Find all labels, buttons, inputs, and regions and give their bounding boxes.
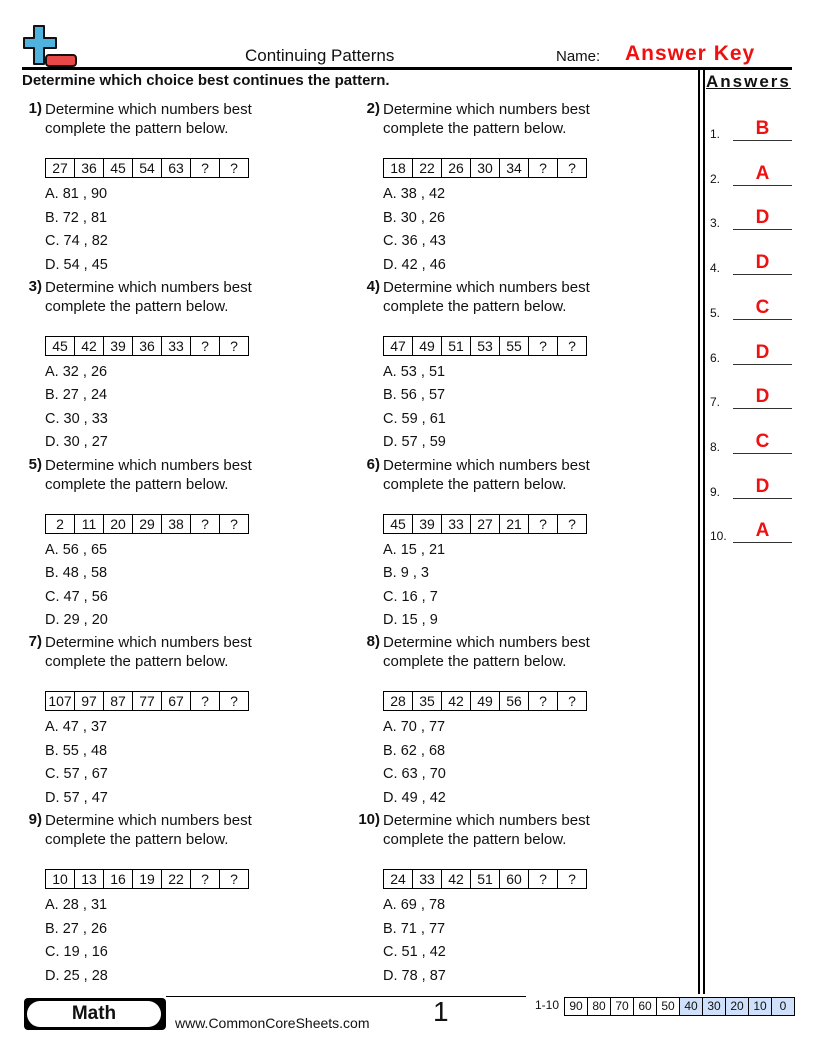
answer-choice: A. 69 , 78 xyxy=(383,897,446,914)
answer-row xyxy=(710,519,792,543)
answer-row xyxy=(710,385,792,409)
answer-choice: B. 55 , 48 xyxy=(45,742,108,759)
answer-letter: D xyxy=(755,252,770,274)
pattern-cell: ? xyxy=(568,693,576,710)
answer-number: 3. xyxy=(710,216,721,231)
pattern-cell: 39 xyxy=(104,337,133,355)
answer-choice: B. 30 , 26 xyxy=(383,209,446,226)
answer-letter: B xyxy=(755,118,770,139)
pattern-cell: 49 xyxy=(413,337,442,355)
answer-choice: A. 81 , 90 xyxy=(45,186,108,202)
answer-choice: A. 38 , 42 xyxy=(383,186,446,202)
answer-blank xyxy=(733,229,792,230)
score-cell: 40 xyxy=(680,998,703,1015)
answer-choice: A. 56 , 65 xyxy=(45,541,108,558)
pattern-cell: ? xyxy=(191,159,220,177)
answer-choice: B. 27 , 26 xyxy=(45,920,108,937)
pattern-cell: 42 xyxy=(442,870,471,888)
pattern-cell: 27 xyxy=(471,515,500,533)
answer-number: 6. xyxy=(710,350,721,365)
score-cell: 80 xyxy=(588,998,611,1015)
answer-choice: A. 32 , 26 xyxy=(45,363,108,380)
pattern-cell: 45 xyxy=(104,159,133,177)
pattern-sequence xyxy=(383,691,587,711)
pattern-cell: ? xyxy=(230,515,238,532)
choices-list xyxy=(383,897,446,991)
pattern-cell: ? xyxy=(568,160,576,176)
answer-number: 5. xyxy=(710,305,721,320)
answer-choice: D. 57 , 47 xyxy=(45,789,108,806)
pattern-cell: 16 xyxy=(104,870,133,888)
pattern-cell: ? xyxy=(230,693,238,710)
pattern-cell: 20 xyxy=(104,515,133,533)
answer-choice: A. 53 , 51 xyxy=(383,363,446,380)
choices-list xyxy=(45,719,108,813)
pattern-cell: 11 xyxy=(75,515,104,533)
pattern-sequence xyxy=(45,514,249,534)
question-text: Determine which numbers best complete the pattern below. xyxy=(383,278,590,315)
pattern-cell: ? xyxy=(191,692,220,710)
pattern-cell: ? xyxy=(529,515,558,533)
answer-letter: A xyxy=(755,520,770,542)
pattern-cell: 28 xyxy=(384,692,413,710)
answer-blank xyxy=(733,319,792,320)
choices-list xyxy=(45,186,108,280)
question-number: 1) xyxy=(28,100,42,117)
pattern-cell: 22 xyxy=(413,159,442,177)
pattern-cell: 45 xyxy=(384,515,413,533)
answer-letter: C xyxy=(755,430,770,452)
answer-choice: D. 42 , 46 xyxy=(383,256,446,273)
pattern-cell: 30 xyxy=(471,159,500,177)
answer-choice: D. 25 , 28 xyxy=(45,967,108,984)
name-value: Answer Key xyxy=(625,42,756,65)
pattern-cell: 63 xyxy=(162,159,191,177)
question-text: Determine which numbers best complete the pattern below. xyxy=(45,278,252,315)
footer-divider xyxy=(166,996,526,997)
score-table xyxy=(564,997,795,1016)
answer-blank xyxy=(733,140,792,141)
answer-blank xyxy=(733,364,792,365)
pattern-cell: ? xyxy=(568,515,576,532)
question-text: Determine which numbers best complete the pattern below. xyxy=(383,456,590,493)
answer-row xyxy=(710,341,792,365)
header-divider xyxy=(22,67,792,70)
pattern-cell: ? xyxy=(529,337,558,355)
answer-number: 9. xyxy=(710,484,721,499)
answer-choice: D. 29 , 20 xyxy=(45,612,108,629)
choices-list xyxy=(383,186,446,280)
pattern-cell: 42 xyxy=(75,337,104,355)
answer-choice: C. 47 , 56 xyxy=(45,588,108,605)
answer-letter: C xyxy=(755,296,770,318)
pattern-sequence xyxy=(45,869,249,889)
answer-row xyxy=(710,117,792,141)
answer-blank xyxy=(733,185,792,186)
pattern-sequence xyxy=(45,691,249,711)
pattern-cell: 67 xyxy=(162,692,191,710)
pattern-cell: ? xyxy=(230,160,238,176)
answer-choice: B. 72 , 81 xyxy=(45,209,108,226)
question-text: Determine which numbers best complete the pattern below. xyxy=(45,634,252,671)
question-number: 5) xyxy=(28,455,42,473)
pattern-cell: ? xyxy=(568,337,576,354)
pattern-cell: 36 xyxy=(75,159,104,177)
answer-choice: C. 57 , 67 xyxy=(45,766,108,783)
pattern-cell: 35 xyxy=(413,692,442,710)
choices-list xyxy=(383,542,445,636)
pattern-cell: 53 xyxy=(471,337,500,355)
choices-list xyxy=(383,719,446,813)
pattern-cell: 36 xyxy=(133,337,162,355)
pattern-cell: ? xyxy=(529,692,558,710)
pattern-cell: 51 xyxy=(442,337,471,355)
pattern-cell: ? xyxy=(230,871,238,888)
question-number: 6) xyxy=(366,455,380,473)
question-number: 2) xyxy=(366,100,380,117)
question-number: 4) xyxy=(366,277,380,295)
pattern-cell: ? xyxy=(568,871,576,888)
question-number: 10) xyxy=(358,811,380,829)
answer-letter: D xyxy=(755,386,770,408)
pattern-cell: 34 xyxy=(500,159,529,177)
pattern-cell: 13 xyxy=(75,870,104,888)
answer-choice: C. 30 , 33 xyxy=(45,410,108,427)
pattern-sequence xyxy=(45,336,249,356)
pattern-cell: ? xyxy=(191,870,220,888)
answer-choice: A. 15 , 21 xyxy=(383,541,446,558)
choices-list xyxy=(383,364,446,458)
pattern-cell: 27 xyxy=(46,159,75,177)
subject-badge xyxy=(24,998,166,1030)
answer-blank xyxy=(733,408,792,409)
pattern-cell: 97 xyxy=(75,692,104,710)
pattern-cell: ? xyxy=(230,337,238,354)
worksheet-title: Continuing Patterns xyxy=(245,46,395,65)
pattern-cell: 45 xyxy=(46,337,75,355)
answer-choice: D. 54 , 45 xyxy=(45,256,108,273)
pattern-cell: 39 xyxy=(413,515,442,533)
score-cell: 10 xyxy=(749,998,772,1015)
answer-number: 4. xyxy=(710,261,721,276)
answer-choice: B. 9 , 3 xyxy=(383,565,429,582)
page-number: 1 xyxy=(433,996,449,1027)
pattern-cell: 22 xyxy=(162,870,191,888)
pattern-cell: 33 xyxy=(162,337,191,355)
score-cell: 20 xyxy=(726,998,749,1015)
pattern-cell: 29 xyxy=(133,515,162,533)
answer-choice: C. 51 , 42 xyxy=(383,944,446,961)
answers-title: Answers xyxy=(706,72,791,91)
pattern-sequence xyxy=(383,514,587,534)
answer-choice: A. 47 , 37 xyxy=(45,719,108,736)
answer-choice: D. 15 , 9 xyxy=(383,612,438,629)
answer-choice: C. 36 , 43 xyxy=(383,233,446,249)
answer-number: 7. xyxy=(710,395,721,410)
pattern-cell: 26 xyxy=(442,159,471,177)
subject-label: Math xyxy=(27,1001,161,1027)
answer-number: 8. xyxy=(710,439,721,454)
pattern-cell: 33 xyxy=(442,515,471,533)
answer-choice: C. 74 , 82 xyxy=(45,233,108,249)
answer-row xyxy=(710,251,792,275)
answer-choice: C. 59 , 61 xyxy=(383,410,446,427)
pattern-cell: 51 xyxy=(471,870,500,888)
score-cell: 90 xyxy=(565,998,588,1015)
answer-row xyxy=(710,296,792,320)
pattern-cell: ? xyxy=(529,870,558,888)
instructions: Determine which choice best continues the pattern. xyxy=(22,72,390,89)
question-text: Determine which numbers best complete the pattern below. xyxy=(45,812,252,849)
pattern-cell: 55 xyxy=(500,337,529,355)
question-text: Determine which numbers best complete the pattern below. xyxy=(383,812,590,849)
answer-choice: D. 49 , 42 xyxy=(383,789,446,806)
question-text: Determine which numbers best complete the pattern below. xyxy=(45,101,252,137)
answer-choice: A. 70 , 77 xyxy=(383,719,446,736)
answer-letter: A xyxy=(755,162,770,184)
answer-blank xyxy=(733,274,792,275)
name-label: Name: xyxy=(556,48,601,65)
pattern-cell: 19 xyxy=(133,870,162,888)
question-number: 3) xyxy=(28,277,42,295)
pattern-cell: 2 xyxy=(46,515,75,533)
answer-number: 10. xyxy=(710,529,727,544)
pattern-cell: 60 xyxy=(500,870,529,888)
answers-divider xyxy=(698,69,700,994)
answer-blank xyxy=(733,542,792,543)
question-text: Determine which numbers best complete the pattern below. xyxy=(45,456,252,493)
pattern-cell: 47 xyxy=(384,337,413,355)
answer-choice: D. 57 , 59 xyxy=(383,434,446,451)
pattern-cell: 33 xyxy=(413,870,442,888)
pattern-cell: 10 xyxy=(46,870,75,888)
pattern-sequence xyxy=(383,158,587,178)
pattern-cell: 24 xyxy=(384,870,413,888)
score-cell: 0 xyxy=(772,998,794,1015)
answer-choice: C. 16 , 7 xyxy=(383,588,438,605)
pattern-cell: ? xyxy=(529,159,558,177)
score-cell: 70 xyxy=(611,998,634,1015)
pattern-cell: ? xyxy=(191,515,220,533)
choices-list xyxy=(45,897,108,991)
choices-list xyxy=(45,542,108,636)
answer-row xyxy=(710,206,792,230)
answer-row xyxy=(710,430,792,454)
score-cell: 50 xyxy=(657,998,680,1015)
question-text: Determine which numbers best complete the pattern below. xyxy=(383,101,590,137)
answer-row xyxy=(710,475,792,499)
answers-divider xyxy=(703,69,705,994)
pattern-sequence xyxy=(45,158,249,178)
question-text: Determine which numbers best complete the pattern below. xyxy=(383,634,590,671)
answer-blank xyxy=(733,498,792,499)
answer-choice: A. 28 , 31 xyxy=(45,897,108,914)
pattern-cell: 18 xyxy=(384,159,413,177)
pattern-cell: 21 xyxy=(500,515,529,533)
question-number: 8) xyxy=(366,633,380,651)
answer-letter: D xyxy=(755,475,770,497)
answer-choice: D. 30 , 27 xyxy=(45,434,108,451)
pattern-cell: ? xyxy=(191,337,220,355)
pattern-cell: 49 xyxy=(471,692,500,710)
answer-letter: D xyxy=(755,207,770,229)
choices-list xyxy=(45,364,108,458)
question-number: 7) xyxy=(28,633,42,651)
pattern-cell: 77 xyxy=(133,692,162,710)
answer-choice: C. 63 , 70 xyxy=(383,766,446,783)
score-cell: 30 xyxy=(703,998,726,1015)
answer-number: 2. xyxy=(710,171,721,186)
answer-choice: B. 71 , 77 xyxy=(383,920,446,937)
pattern-cell: 42 xyxy=(442,692,471,710)
pattern-cell: 54 xyxy=(133,159,162,177)
answer-choice: B. 62 , 68 xyxy=(383,742,446,759)
pattern-cell: 56 xyxy=(500,692,529,710)
pattern-cell: 38 xyxy=(162,515,191,533)
question-number: 9) xyxy=(28,811,42,829)
answer-row xyxy=(710,162,792,186)
score-range-label: 1-10 xyxy=(535,998,560,1012)
answer-choice: D. 78 , 87 xyxy=(383,967,446,984)
answer-number: 1. xyxy=(710,127,721,141)
answer-choice: B. 27 , 24 xyxy=(45,387,108,404)
logo-icon xyxy=(22,24,78,68)
answer-choice: B. 56 , 57 xyxy=(383,387,446,404)
pattern-cell: 87 xyxy=(104,692,133,710)
pattern-cell: 107 xyxy=(46,692,75,710)
answer-letter: D xyxy=(755,341,770,363)
answer-blank xyxy=(733,453,792,454)
pattern-sequence xyxy=(383,336,587,356)
answer-choice: B. 48 , 58 xyxy=(45,565,108,582)
pattern-sequence xyxy=(383,869,587,889)
answer-choice: C. 19 , 16 xyxy=(45,944,108,961)
footer-url: www.CommonCoreSheets.com xyxy=(175,1015,370,1031)
score-cell: 60 xyxy=(634,998,657,1015)
